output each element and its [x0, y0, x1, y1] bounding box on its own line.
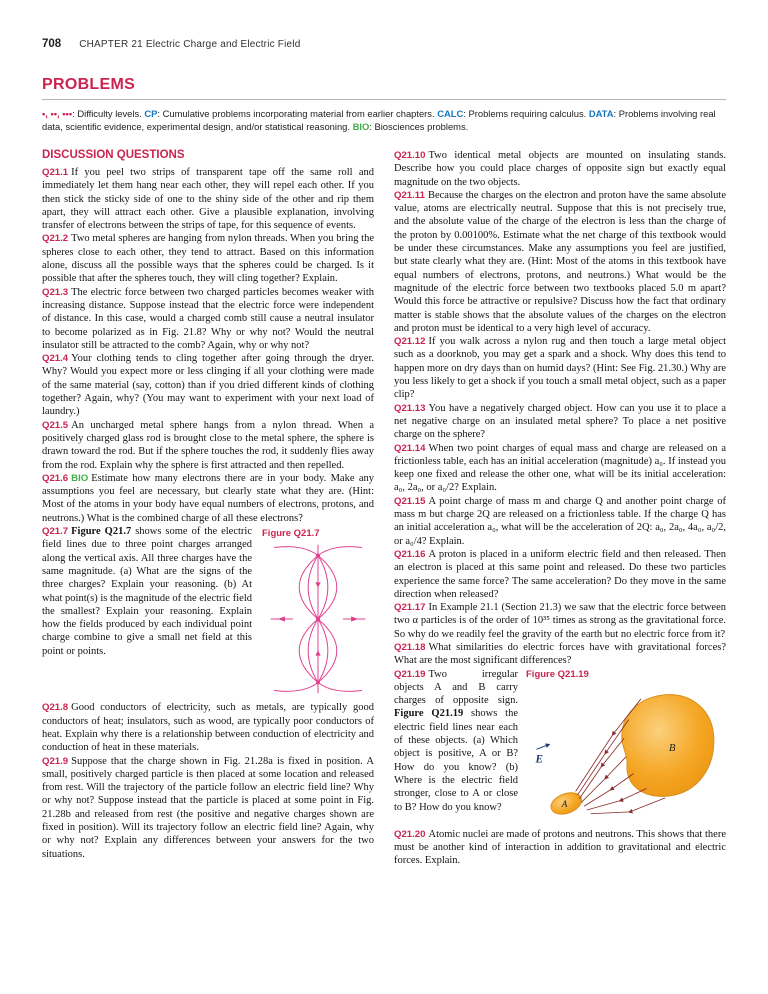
figure-q21-7: [262, 527, 374, 695]
question-number: Q21.10: [394, 150, 426, 161]
two-column-body: [42, 149, 726, 868]
question-q21-16: [394, 548, 726, 601]
object-b-label: B: [668, 742, 676, 755]
question-q21-1: [42, 166, 374, 232]
charged-objects-diagram: [526, 684, 726, 824]
question-q21-15: [394, 495, 726, 548]
question-text: Two identical metal objects are mounted on insulating stands. Describe how you could place charges of opposite sign but exactly equal magnitude on the two objects.: [394, 150, 726, 188]
question-text: Suppose that the charge shown in Fig. 21.28a is fixed in position. A small, positively charged particle is then placed at some location and released from rest. Will the trajectory of the particle follow an electric field line? Why or why not? Suppose instead that the particle is placed at some point in Fig. 21.28b and released from rest (the positive and negative charges shown are fixed in position). Will its trajectory follow an electric field line? Again, why or why not? Explain any differences between your answers for the two situations.: [42, 755, 374, 860]
question-text: Because the charges on the electron and proton have the same absolute value, atoms are electrically neutral. Suppose that this is not precisely true, and the absolute value of the charge of the electron is less than the charge of the proton by 0.00100%. Estimate what the net charge of this textbook would be under these circumstances. Make any assumptions you feel are justified, but state clearly what they are. (Hint: Most of the atoms in this textbook have equal numbers of electrons, protons, and neutrons.) What would be the magnitude of the electric force between two textbooks placed 5.0 m apart? Would this force be attractive or repulsive? Discuss how the fact that ordinary matter is stable shows that the absolute values of the charges on the electron and proton must be identical to a very high level of accuracy.: [394, 189, 726, 334]
e-vector-label: E: [535, 753, 543, 766]
question-q21-7: [42, 525, 374, 658]
question-text: shows some of the electric field lines due to three point charges arranged along the vertical axis. All three charges have the same magnitude. (a) What are the signs of the three charges? Explain your reasoning. (b) At what point(s) is the magnitude of the electric field the smallest? Explain your reasoning. Explain how the fields produced by each individual point charge combine to give a small net field at this point or points.: [42, 526, 252, 657]
question-q21-6: [42, 472, 374, 525]
running-head: [42, 38, 726, 50]
discussion-questions-heading: DISCUSSION QUESTIONS: [42, 149, 185, 161]
page-number: 708: [42, 38, 62, 50]
question-number: Q21.16: [394, 548, 426, 560]
question-text: A point charge of mass m and charge Q and another point charge of mass m but charge 2Q are released on a frictionless table. If the charge Q has an initial acceleration a₀, what will be the acceleration of 2Q: a₀, 2a₀, 4a₀, a₀/2, or a₀/4? Explain.: [394, 495, 726, 547]
section-divider: [42, 99, 726, 100]
legend-text: : Problems requiring calculus.: [463, 108, 589, 119]
question-number: Q21.20: [394, 828, 426, 840]
left-column: [42, 149, 374, 868]
question-q21-13: [394, 402, 726, 442]
question-number: Q21.14: [394, 442, 426, 454]
figure-q21-7-label: Figure Q21.7: [262, 528, 320, 540]
chapter-title: CHAPTER 21 Electric Charge and Electric Field: [79, 39, 301, 50]
question-number: Q21.15: [394, 495, 426, 507]
question-q21-12: [394, 335, 726, 401]
legend-text: : Cumulative problems incorporating material from earlier chapters.: [157, 108, 438, 119]
question-number: Q21.17: [394, 602, 426, 614]
question-number: Q21.13: [394, 402, 426, 414]
question-text: If you walk across a nylon rug and then touch a large metal object such as a doorknob, you may get a spark and a shock. Why does this tend to happen more on dry days than on humid days? (Hint: See Fig. 21.30.) Why are you less likely to get a shock if you touch a small metal object, such as a paper clip?: [394, 336, 726, 401]
question-number: Q21.9: [42, 755, 69, 767]
field-lines-diagram: [268, 543, 368, 695]
question-text: When two point charges of equal mass and charge are released on a frictionless table, each has an initial acceleration (magnitude) a₀. If instead you keep one fixed and release the other one, what will be its initial acceleration: a₀, 2a₀, or a₀/2? Explain.: [394, 442, 726, 494]
question-q21-11: [394, 189, 726, 335]
question-q21-3: [42, 286, 374, 352]
question-number: Q21.6: [42, 472, 69, 484]
bio-label: BIO: [352, 121, 370, 132]
legend-text: : Biosciences problems.: [369, 121, 469, 132]
data-label: DATA: [588, 108, 614, 119]
bio-tag: BIO: [71, 472, 89, 484]
question-text: In Example 21.1 (Section 21.3) we saw that the electric force between two α particles is of the order of 10³⁵ times as strong as the gravitational force. So why do we readily feel the gravity of the earth but no electric force from it?: [394, 602, 726, 640]
question-number: Q21.12: [394, 336, 426, 348]
question-number: Q21.7: [42, 526, 69, 538]
question-text: The electric force between two charged particles becomes weaker with increasing distance. Suppose instead that the electric force were independent of distance. In this case, would a charged comb still cause a neutral insulator to become polarized as in Fig. 21.8? Why or why not? Would the neutral insulator still be attracted to the comb? Again, why or why not?: [42, 286, 374, 351]
question-number: Q21.19: [394, 668, 426, 680]
question-q21-17: [394, 601, 726, 641]
question-number: Q21.11: [394, 189, 425, 201]
calc-label: CALC: [437, 108, 464, 119]
question-text: Good conductors of electricity, such as metals, are typically good conductors of heat; insulators, such as wood, are typically poor conductors of heat. Explain why there is a relationship between conduction of electricity and conduction of heat in these materials.: [42, 702, 374, 754]
cp-label: CP: [144, 108, 158, 119]
question-number: Q21.8: [42, 702, 69, 714]
difficulty-dots: •, ••, •••: [42, 108, 73, 119]
question-number: Q21.5: [42, 419, 69, 431]
question-number: Q21.3: [42, 286, 69, 298]
question-text: You have a negatively charged object. How can you use it to place a net negative charge on an insulated metal sphere? To place a net positive charge on the sphere?: [394, 402, 726, 441]
figure-reference: Figure Q21.7: [71, 526, 132, 538]
question-q21-14: [394, 442, 726, 495]
question-text: A proton is placed in a uniform electric field and then released. Then an electron is placed at this same point and released. Do these two particles experience the same force? The same acceleration? Do they move in the same direction when released?: [394, 548, 726, 600]
right-column: [394, 149, 726, 868]
question-q21-19: [394, 668, 726, 814]
question-q21-10: [394, 149, 726, 189]
question-number: Q21.18: [394, 641, 426, 653]
question-q21-5: [42, 419, 374, 472]
figure-q21-19: [526, 668, 726, 824]
object-a-label: A: [561, 800, 568, 811]
question-text: If you peel two strips of transparent tape off the same roll and immediately let them hang near each other, they will repel each other. If you then stick the sticky side of one to the shiny side of the other and rip them apart, they will attract each other. Give a plausible explanation, involving transfer of electrons between the strips of tape, for this sequence of events.: [42, 167, 374, 232]
legend-text: : Difficulty levels.: [72, 108, 145, 119]
difficulty-legend: [42, 107, 726, 133]
question-text: Two irregular objects A and B carry charges of opposite sign.: [394, 668, 518, 707]
question-text: Your clothing tends to cling together after going through the dryer. Why? Would you expect more or less clinging if all your clothing were made of the same material (say, cotton) than if you dried different kinds of clothing together? Again, why? (You may want to experiment with your next load of laundry.): [42, 353, 374, 418]
question-text: An uncharged metal sphere hangs from a nylon thread. When a positively charged glass rod is brought close to the metal sphere, the sphere is drawn toward the rod. But if the sphere touches the rod, it suddenly flies away from the rod. Explain why the sphere is first attracted and then repelled.: [42, 419, 374, 471]
figure-q21-19-label: Figure Q21.19: [526, 668, 589, 680]
legend-text: : Problems involving real data, scientific evidence, experimental design, and/or statistical reasoning.: [42, 108, 716, 132]
question-number: Q21.4: [42, 353, 69, 365]
question-number: Q21.2: [42, 233, 69, 245]
question-q21-4: [42, 352, 374, 418]
question-q21-20: [394, 828, 726, 868]
question-q21-2: [42, 232, 374, 285]
question-text: What similarities do electric forces have with gravitational forces? What are the most significant differences?: [394, 641, 726, 667]
question-text: Atomic nuclei are made of protons and neutrons. This shows that there must be another kind of interaction in addition to gravitational and electric forces. Explain.: [394, 828, 726, 867]
question-text: shows the electric field lines near each of these objects. (a) Which object is positive, A or B? How do you know? (b) Where is the electric field stronger, close to A or close to B? How do you know?: [394, 708, 518, 813]
question-q21-8: [42, 701, 374, 754]
question-text: Two metal spheres are hanging from nylon threads. When you bring the spheres close to each other, they tend to attract. Based on this information alone, discuss all the possible ways that the spheres could be charged. Is it possible that after the spheres touch, they will cling together? Explain.: [42, 233, 374, 285]
e-vector-arrow: [536, 745, 548, 750]
question-q21-9: [42, 755, 374, 861]
figure-reference: Figure Q21.19: [394, 708, 464, 720]
question-q21-18: [394, 641, 726, 668]
question-text: Estimate how many electrons there are in your body. Make any assumptions you feel are necessary, but clearly state what they are. (Hint: Most of the atoms in your body have equal numbers of electrons, protons, and neutrons.) What is the combined charge of all these electrons?: [42, 472, 374, 524]
problems-heading: PROBLEMS: [42, 76, 136, 93]
object-b-blob: [622, 695, 714, 797]
question-number: Q21.1: [42, 167, 69, 178]
